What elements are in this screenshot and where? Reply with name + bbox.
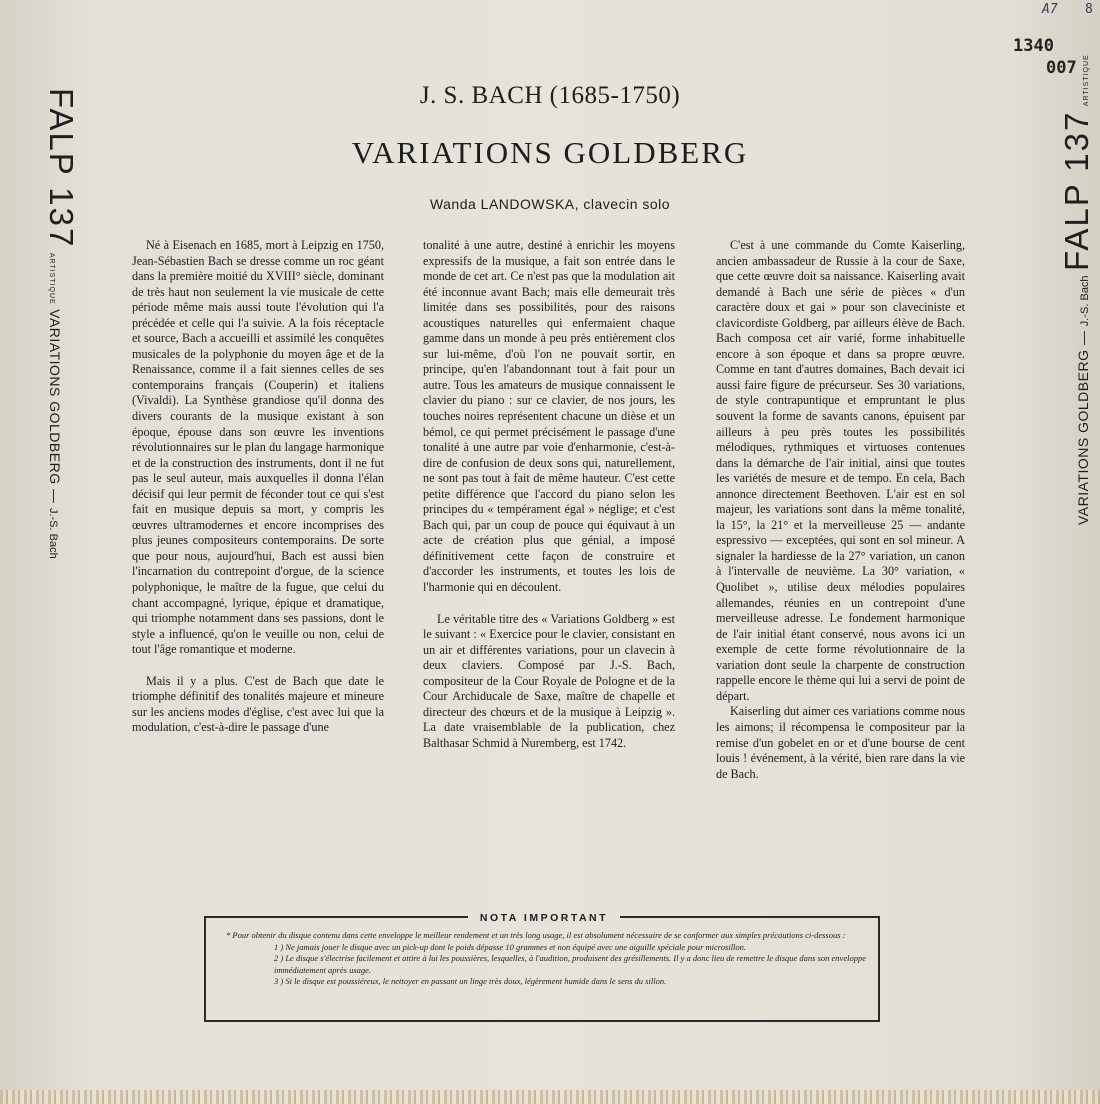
notice-item: 1 ) Ne jamais jouer le disque avec un pick-up dont le poids dépasse 10 grammes et non équipé avec une aiguille spéciale pour microsillon. (274, 941, 747, 952)
important-notice-box (204, 912, 880, 1022)
liner-paragraph: Le véritable titre des « Variations Goldberg » est le suivant : « Exercice pour le clavier, consistant en un air et différentes variations, pour un clavecin à deux claviers. Composé par J.-S. Bach, compositeur de la Cour Royale de Pologne et de la Cour Archiducale de Saxe, maître de chapelle et directeur des chœurs et de la musique à Leipzig ». La date vraisemblable de la publication, chez Balthasar Schmid à Nuremberg, est 1742. (423, 611, 675, 750)
spine-composer: J.-S. Bach (47, 507, 59, 559)
notice-item: 2 ) Le disque s'électrise facilement et attire à lui les poussières, lesquelles, à l'audition, produisent des grésillements. Il y a donc lieu de remettre le disque dans son enveloppe immédiatement après usage. (274, 953, 866, 975)
performer-credit: Wanda LANDOWSKA, clavecin solo (429, 196, 671, 212)
notice-body (226, 930, 876, 988)
catalog-number: FALP 137 (1058, 110, 1095, 271)
notice-title: NOTA IMPORTANT (468, 912, 620, 924)
spine-title: VARIATIONS GOLDBERG — (1075, 330, 1091, 525)
album-title: VARIATIONS GOLDBERG (351, 135, 749, 170)
liner-paragraph: C'est à une commande du Comte Kaiserling, ancien ambassadeur de Russie à la cour de Saxe, que cette œuvre doit sa naissance. Kaiserling avait demandé à Bach une série de pièces « d'un caractère doux et gai » pour son claveciniste et clavicordiste Goldberg, par ailleurs élève de Bach. Bach composa cet air varié, forme inhabituelle encore à son époque et dans sa propre œuvre. Comme en tant d'autres domaines, Bach devait ici aussi faire figure de précurseur. Ses 30 variations, de style contrapuntique et empruntant le plus souvent la forme de savants canons, épuisent par ailleurs à peu près toutes les possibilités mélodiques, rythmiques et virtuoses contenues dans la démarche de l'air initial, ainsi que toutes les variétés de mesure et de tempo. En cela, Bach annonce directement Beethoven. L'air est en sol majeur, les variations sont dans la même tonalité, la 15°, la 21° et la merveilleuse 25 — andante espressivo — exceptées, qui sont en sol mineur. A signaler la hardiesse de la 27° variation, un canon à l'intervalle de neuvième. La 30° variation, « Quolibet », utilise deux mélodies populaires allemandes, réunies en un contrepoint d'une merveilleuse adresse. Le fondement harmonique de l'air initial étant conservé, nous avons ici un exemple de cette forme révolutionnaire de la variation dont seule la charpente de construction rappelle encore le thème qui lui a servi de point de départ. (716, 238, 965, 703)
liner-notes-column-1 (132, 238, 384, 736)
liner-paragraph: Né à Eisenach en 1685, mort à Leipzig en 1750, Jean-Sébastien Bach se dresse comme un roc géant dans la première moitié du XVIII° siècle, dominant de très haut non seulement la vie musicale de cette période même mais aussi toute l'évolution qui l'a précédée et celle qui l'a suivie. A la fois réceptacle et source, Bach a accueilli et assimilé les conquêtes musicales de la polyphonie du moyen âge et de la Renaissance, comme il a fait siennes celles de ses contemporains français (Couperin) et italiens (Vivaldi). La Synthèse grandiose qu'il donna des divers courants de la musique existant à son époque, épouse dans son œuvre les inventions révolutionnaires sur le plan du langage harmonique et de la construction des instruments, dont il ne fut pas le seul auteur, mais auxquelles il donna l'élan décisif qui leur permit de féconder tout ce qui s'est fait en musique depuis sa mort, y compris les œuvres ultramodernes et encore incomprises des plus jeunes compositeurs contemporains. De sorte que pour nous, aujourd'hui, Bach est aussi bien l'incarnation du contrepoint d'orgue, de la science polyphonique, le maître de la fugue, que celui du chant accompagné, lyrique, épique et dramatique, qui triomphe notamment dans ses passions, dont le style a influencé, qu'on le veuille ou non, celui de tout l'âge romantique et moderne. (132, 238, 384, 657)
label-name: ARTISTIQUE (48, 252, 55, 305)
spine-composer: J.-S. Bach (1079, 275, 1091, 327)
inventory-code: 1340 (1013, 36, 1054, 56)
liner-paragraph: Mais il y a plus. C'est de Bach que date le triomphe définitif des tonalités majeure et mineure sur les anciens modes d'église, c'est avec lui que la modulation, c'est-à-dire le passage d'une (132, 673, 384, 735)
sleeve-edge-stripe (0, 1090, 1100, 1104)
notice-item: 3 ) Si le disque est poussiéreux, le nettoyer en passant un linge très doux, légèrement humide dans le sens du sillon. (274, 976, 667, 986)
handwritten-note: A7 (1042, 2, 1058, 17)
right-spine (1058, 54, 1096, 525)
handwritten-note: 8 (1085, 2, 1093, 17)
label-name: ARTISTIQUE (1083, 54, 1090, 107)
composer-heading: J. S. BACH (1685-1750) (419, 82, 681, 109)
inventory-code: 007 (1046, 58, 1077, 78)
notice-intro: * Pour obtenir du disque contenu dans cette enveloppe le meilleur rendement et un très long usage, il est absolument nécessaire de se conformer aux simples précautions ci-dessous : (226, 930, 846, 940)
spine-title: VARIATIONS GOLDBERG — (47, 309, 63, 504)
liner-paragraph: tonalité à une autre, destiné à enrichir les moyens expressifs de la musique, a fait son entrée dans le monde de cet art. Ce n'est pas que la modulation ait été inconnue avant Bach; mais elle demeurait très limitée dans ses possibilités, pour des raisons acoustiques naturelles qui enfermaient chaque gamme dans un monde à peu près entièrement clos sur lui-même, d'où l'on ne pouvait sortir, en principe, qu'en l'abandonnant tout à fait pour un autre. Tous les amateurs de musique connaissent le clavier du piano : sur ce clavier, de nos jours, les touches noires représentent chacune un dièse et un bémol, ce qui permet précisément le passage d'une tonalité à une autre par voie d'enharmonie, c'est-à-dire de confusion de deux sons qui, naturellement, ne sont pas tout à fait de même hauteur. C'est cette petite différence que l'accord du piano selon les principes du « tempérament égal » néglige; et c'est Bach qui, par un coup de pouce qui équivaut à un acte de création plus que génial, a imposé définitivement cette façon de construire et d'accorder les instruments, et toutes les lois de l'harmonie qui en découlent. (423, 238, 675, 595)
liner-notes-column-3 (716, 238, 965, 782)
catalog-number: FALP 137 (43, 88, 80, 249)
liner-notes-column-2 (423, 238, 675, 752)
liner-paragraph: Kaiserling dut aimer ces variations comme nous les aimons; il récompensa le compositeur par la remise d'un gobelet en or et d'une bourse de cent louis ! événement, à la vérité, bien rare dans la vie de Bach. (716, 704, 965, 781)
